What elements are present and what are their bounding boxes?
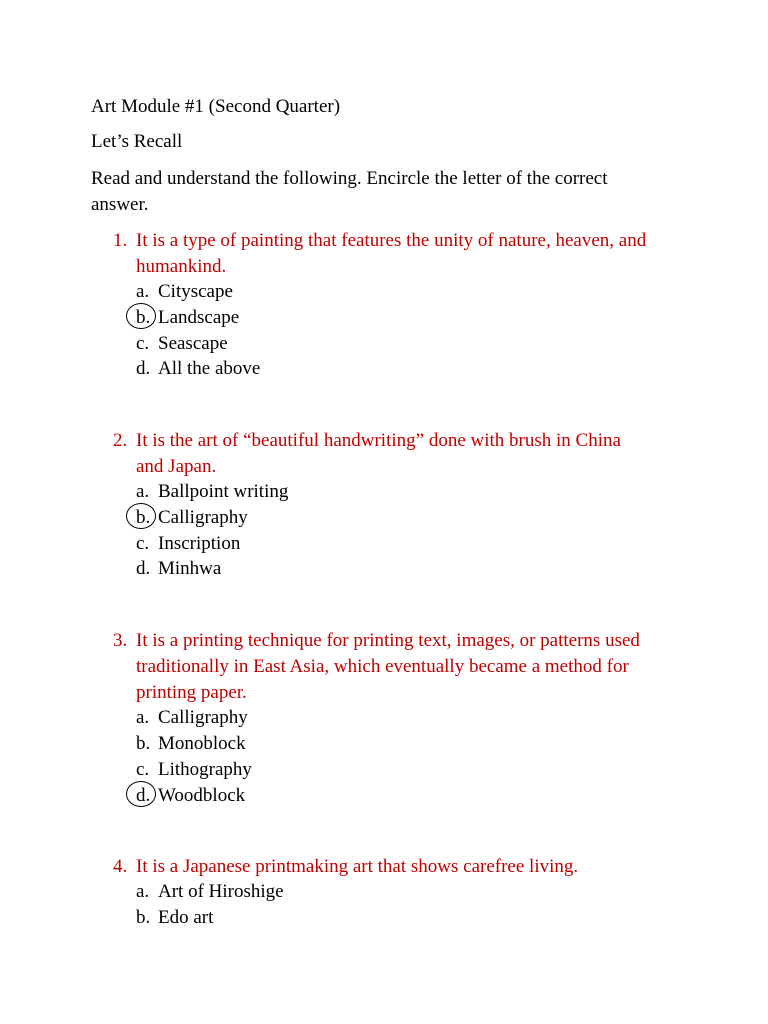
option-text: Landscape	[158, 307, 240, 328]
module-title: Art Module #1 (Second Quarter)	[91, 96, 341, 117]
section-heading: Let’s Recall	[91, 131, 183, 152]
answer-circle-mark	[126, 303, 156, 329]
option-text: Calligraphy	[158, 507, 248, 528]
instructions-line-1: Read and understand the following. Encircle the letter of the correct	[91, 168, 608, 189]
option-letter: c.	[136, 759, 150, 780]
answer-circle-mark	[126, 503, 156, 529]
option-letter: b.	[136, 733, 151, 754]
question-text-line: traditionally in East Asia, which eventually became a method for	[136, 656, 629, 677]
option-text: Seascape	[158, 333, 228, 354]
option-text: Woodblock	[158, 785, 246, 806]
question-text-line: It is a Japanese printmaking art that shows carefree living.	[136, 856, 579, 877]
option-letter: d.	[136, 358, 151, 379]
instructions-line-2: answer.	[91, 194, 149, 215]
option-text: Cityscape	[158, 281, 233, 302]
question-number: 1.	[113, 230, 128, 251]
option-text: Edo art	[158, 907, 214, 928]
option-letter: c.	[136, 533, 150, 554]
option-letter: a.	[136, 881, 150, 902]
option-text: Ballpoint writing	[158, 481, 289, 502]
question-text-line: and Japan.	[136, 456, 217, 477]
option-text: Lithography	[158, 759, 252, 780]
option-letter: b.	[136, 907, 151, 928]
question-text-line: humankind.	[136, 256, 227, 277]
question-text-line: It is a type of painting that features the unity of nature, heaven, and	[136, 230, 647, 251]
option-letter: d.	[136, 785, 151, 806]
option-text: Inscription	[158, 533, 241, 554]
question-text-line: It is the art of “beautiful handwriting” done with brush in China	[136, 430, 621, 451]
option-letter: b.	[136, 307, 151, 328]
question-number: 3.	[113, 630, 128, 651]
option-letter: c.	[136, 333, 150, 354]
answer-circle-mark	[126, 781, 156, 807]
question-number: 4.	[113, 856, 128, 877]
option-letter: b.	[136, 507, 151, 528]
option-text: Art of Hiroshige	[158, 881, 284, 902]
question-text-line: It is a printing technique for printing text, images, or patterns used	[136, 630, 640, 651]
option-letter: d.	[136, 558, 151, 579]
option-letter: a.	[136, 707, 150, 728]
option-text: Minhwa	[158, 558, 222, 579]
option-letter: a.	[136, 281, 150, 302]
question-number: 2.	[113, 430, 128, 451]
option-text: All the above	[158, 358, 261, 379]
option-text: Monoblock	[158, 733, 246, 754]
question-text-line: printing paper.	[136, 682, 247, 703]
option-letter: a.	[136, 481, 150, 502]
option-text: Calligraphy	[158, 707, 248, 728]
